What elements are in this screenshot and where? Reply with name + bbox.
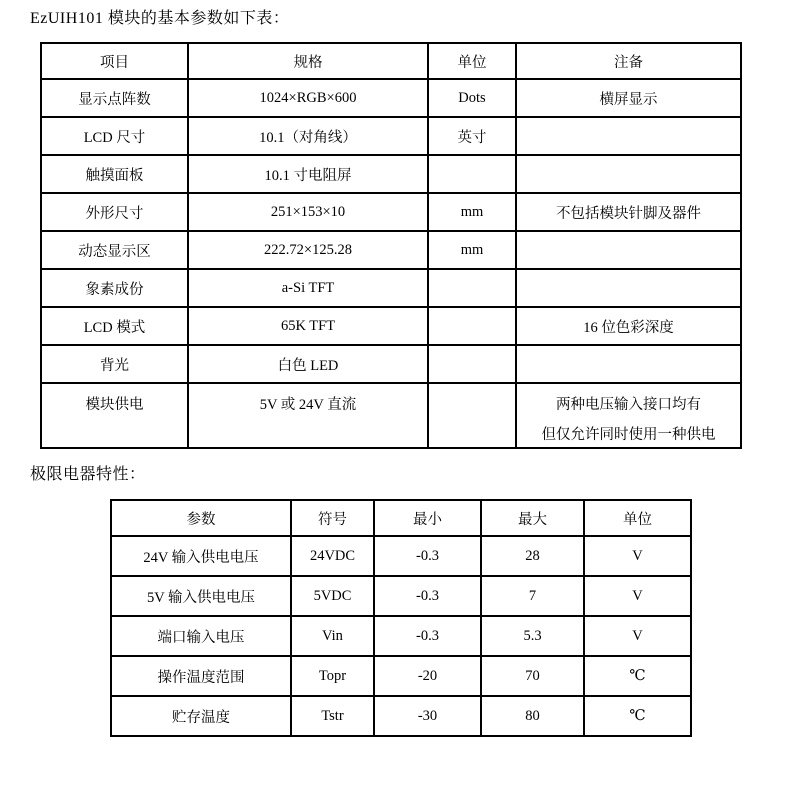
t1-cell-spec: 222.72×125.28 bbox=[188, 231, 428, 269]
t1-cell-item: 显示点阵数 bbox=[41, 79, 188, 117]
t2-header-unit: 单位 bbox=[584, 500, 691, 536]
t1-header-unit: 单位 bbox=[428, 43, 516, 79]
t1-header-note: 注备 bbox=[516, 43, 741, 79]
t2-cell-unit: V bbox=[584, 576, 691, 616]
t2-cell-symbol: 24VDC bbox=[291, 536, 374, 576]
t1-cell-spec: 白色 LED bbox=[188, 345, 428, 383]
table-row bbox=[41, 383, 741, 448]
t2-cell-max: 70 bbox=[481, 656, 584, 696]
table-row bbox=[41, 193, 741, 231]
t2-header-max: 最大 bbox=[481, 500, 584, 536]
table-header-row bbox=[41, 43, 741, 79]
t1-cell-unit: mm bbox=[428, 231, 516, 269]
t2-cell-min: -30 bbox=[374, 696, 481, 736]
t1-cell-unit bbox=[428, 345, 516, 383]
t2-cell-unit: V bbox=[584, 616, 691, 656]
t2-cell-min: -20 bbox=[374, 656, 481, 696]
t1-cell-note bbox=[516, 231, 741, 269]
table-row bbox=[41, 117, 741, 155]
t2-cell-symbol: 5VDC bbox=[291, 576, 374, 616]
limit-characteristics-table bbox=[110, 499, 692, 737]
table-row bbox=[111, 576, 691, 616]
table-row bbox=[41, 345, 741, 383]
t2-cell-symbol: Topr bbox=[291, 656, 374, 696]
limit-characteristics-caption: 极限电器特性： bbox=[30, 466, 146, 483]
t2-cell-max: 80 bbox=[481, 696, 584, 736]
table-row bbox=[111, 656, 691, 696]
t1-cell-item: 触摸面板 bbox=[41, 155, 188, 193]
table-row bbox=[111, 536, 691, 576]
t2-cell-param: 端口输入电压 bbox=[111, 616, 291, 656]
t2-cell-param: 操作温度范围 bbox=[111, 656, 291, 696]
table-row bbox=[41, 269, 741, 307]
t1-cell-item: 外形尺寸 bbox=[41, 193, 188, 231]
t1-cell-item: 背光 bbox=[41, 345, 188, 383]
t2-cell-max: 5.3 bbox=[481, 616, 584, 656]
t1-cell-item: LCD 模式 bbox=[41, 307, 188, 345]
t1-cell-unit bbox=[428, 155, 516, 193]
t2-cell-param: 24V 输入供电电压 bbox=[111, 536, 291, 576]
t1-cell-spec: a-Si TFT bbox=[188, 269, 428, 307]
t1-cell-note bbox=[516, 269, 741, 307]
table-row bbox=[41, 307, 741, 345]
table-row bbox=[41, 79, 741, 117]
t1-cell-unit bbox=[428, 383, 516, 448]
t1-cell-unit bbox=[428, 269, 516, 307]
t1-cell-item: LCD 尺寸 bbox=[41, 117, 188, 155]
t2-cell-param: 贮存温度 bbox=[111, 696, 291, 736]
table-row bbox=[41, 155, 741, 193]
t1-cell-note bbox=[516, 155, 741, 193]
t1-cell-spec: 1024×RGB×600 bbox=[188, 79, 428, 117]
t1-header-item: 项目 bbox=[41, 43, 188, 79]
t1-cell-unit: mm bbox=[428, 193, 516, 231]
t1-cell-spec: 5V 或 24V 直流 bbox=[188, 383, 428, 448]
table-row bbox=[111, 696, 691, 736]
t2-header-symbol: 符号 bbox=[291, 500, 374, 536]
t2-cell-symbol: Tstr bbox=[291, 696, 374, 736]
t1-cell-spec: 65K TFT bbox=[188, 307, 428, 345]
t1-cell-item: 动态显示区 bbox=[41, 231, 188, 269]
t1-cell-item: 象素成份 bbox=[41, 269, 188, 307]
basic-params-caption: EzUIH101 模块的基本参数如下表： bbox=[30, 10, 290, 27]
t2-cell-unit: ℃ bbox=[584, 696, 691, 736]
table-row bbox=[111, 616, 691, 656]
t2-cell-unit: V bbox=[584, 536, 691, 576]
t2-cell-min: -0.3 bbox=[374, 536, 481, 576]
t1-cell-unit: Dots bbox=[428, 79, 516, 117]
basic-params-table bbox=[40, 42, 742, 449]
t1-cell-spec: 10.1 寸电阻屏 bbox=[188, 155, 428, 193]
t1-cell-spec: 10.1（对角线） bbox=[188, 117, 428, 155]
t2-cell-min: -0.3 bbox=[374, 616, 481, 656]
t1-cell-note bbox=[516, 117, 741, 155]
t1-cell-note: 横屏显示 bbox=[516, 79, 741, 117]
table-header-row bbox=[111, 500, 691, 536]
t2-cell-max: 28 bbox=[481, 536, 584, 576]
t2-cell-min: -0.3 bbox=[374, 576, 481, 616]
t2-header-min: 最小 bbox=[374, 500, 481, 536]
t1-cell-item: 模块供电 bbox=[41, 383, 188, 448]
t1-cell-note bbox=[516, 383, 741, 448]
t2-cell-max: 7 bbox=[481, 576, 584, 616]
t2-header-param: 参数 bbox=[111, 500, 291, 536]
t1-cell-unit bbox=[428, 307, 516, 345]
table-row bbox=[41, 231, 741, 269]
t1-note-line2: 但仅允许同时使用一种供电 bbox=[541, 427, 716, 443]
t1-cell-note bbox=[516, 345, 741, 383]
t2-cell-param: 5V 输入供电电压 bbox=[111, 576, 291, 616]
t1-header-spec: 规格 bbox=[188, 43, 428, 79]
t1-cell-note: 不包括模块针脚及器件 bbox=[516, 193, 741, 231]
t1-cell-unit: 英寸 bbox=[428, 117, 516, 155]
t1-cell-spec: 251×153×10 bbox=[188, 193, 428, 231]
t1-note-line1: 两种电压输入接口均有 bbox=[556, 397, 701, 413]
t2-cell-symbol: Vin bbox=[291, 616, 374, 656]
t2-cell-unit: ℃ bbox=[584, 656, 691, 696]
t1-cell-note: 16 位色彩深度 bbox=[516, 307, 741, 345]
